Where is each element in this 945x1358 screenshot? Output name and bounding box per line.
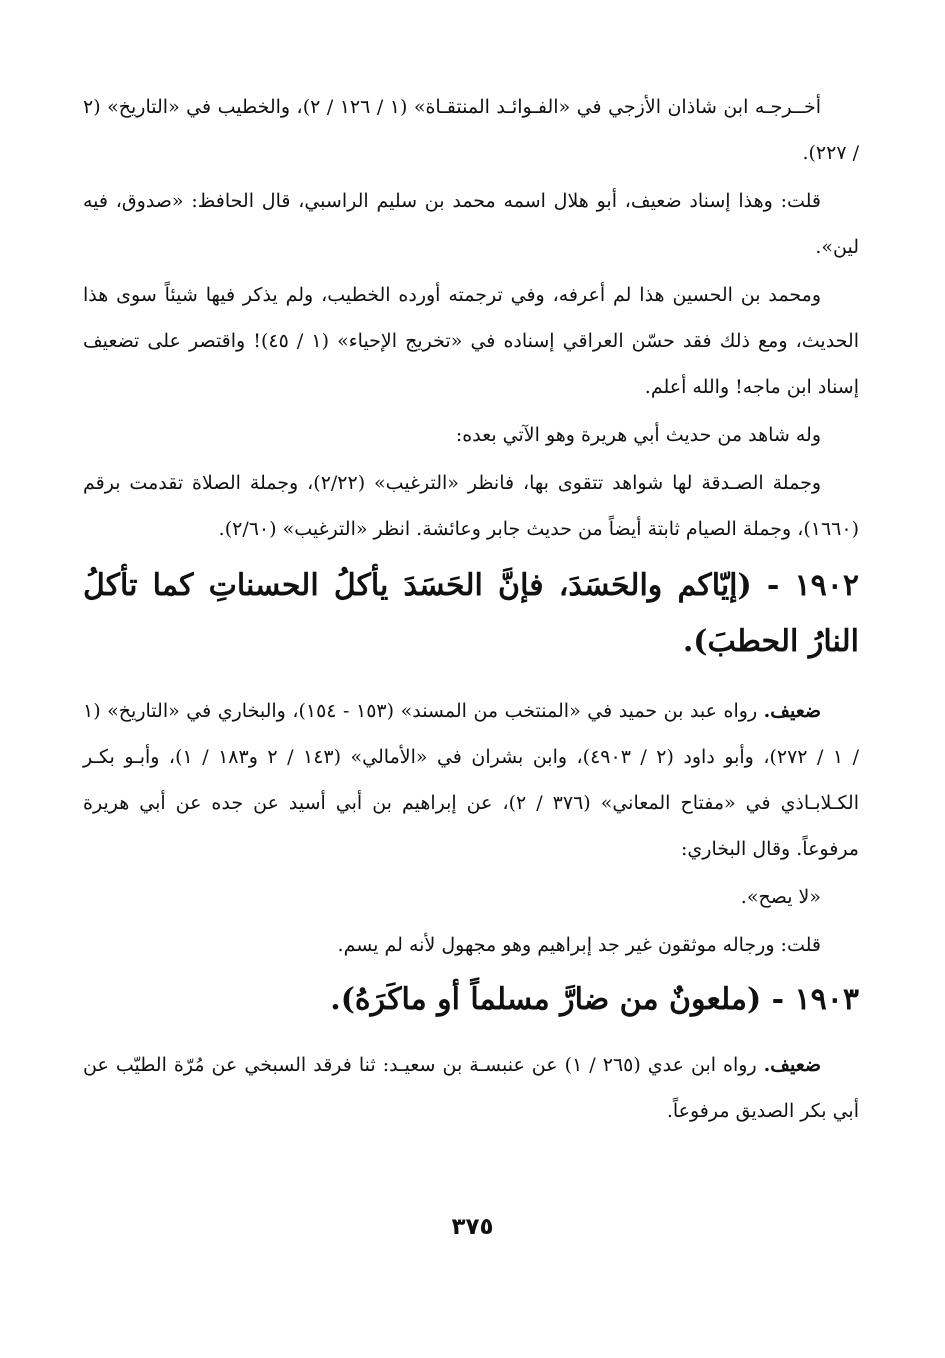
paragraph-isnad-comment: قلت: وهذا إسناد ضعيف، أبو هلال اسمه محمد بن سليم الراسبي، قال الحافظ: «صدوق، فيه لين». (83, 190, 859, 258)
takhrij-1903-paragraph (83, 1042, 859, 1134)
paragraph-takhrij-intro: أخــرجـه ابن شاذان الأزجي في «الفـوائـد المنتقـاة» (١ / ١٢٦ / ٢)، والخطيب في «التاريخ» (٢ / ٢٢٧). (83, 96, 859, 164)
page-number: ٣٧٥ (451, 1214, 494, 1240)
paragraph-supporting-evidence: وجملة الصـدقة لها شواهد تتقوى بها، فانظر «الترغيب» (٢/٢٢)، وجملة الصلاة تقدمت برقم (١٦٦٠)، وجملة الصيام ثابتة أيضاً من حديث جابر وعائشة. انظر «الترغيب» (٢/٦٠). (83, 472, 859, 540)
page-body (83, 84, 859, 1136)
paragraph-witness-note: وله شاهد من حديث أبي هريرة وهو الآتي بعده: (455, 424, 821, 446)
paragraph-narrator-comment: ومحمد بن الحسين هذا لم أعرفه، وفي ترجمته أورده الخطيب، ولم يذكر فيها شيئاً سوى هذا الحديث، ومع ذلك فقد حسّن العراقي إسناده في «تخريج الإحياء» (١ / ٤٥)! واقتصر على تضعيف إسناد ابن ماجه! والله أعلم. (83, 284, 859, 398)
verdict-label: ضعيف. (763, 1054, 821, 1076)
verdict-label: ضعيف. (763, 700, 821, 722)
takhrij-1902-paragraph (83, 688, 859, 872)
hadith-1903-text: ١٩٠٣ - (ملعونٌ من ضارَّ مسلماً أو ماكَرَهُ). (330, 982, 859, 1017)
takhrij-1903-body: رواه ابن عدي (٢٦٥ / ١) عن عنبسـة بن سعيـد: ثنا فرقد السبخي عن مُرّة الطيّب عن أبي بكر الصديق مرفوعاً. (83, 1054, 859, 1122)
takhrij-1902-comment: قلت: ورجاله موثقون غير جد إبراهيم وهو مجهول لأنه لم يسم. (337, 934, 821, 956)
takhrij-1902-body: رواه عبد بن حميد في «المنتخب من المسند» (١٥٣ - ١٥٤)، والبخاري في «التاريخ» (١ / ١ / ٢٧٢)، وأبو داود (٢ / ٤٩٠٣)، وابن بشران في «الأمالي» (١٤٣ / ٢ و١٨٣ / ١)، وأبـو بكـر الكـلابـاذي في «مفتاح المعاني» (٣٧٦ / ٢)، عن إبراهيم بن أبي أسيد عن جده عن أبي هريرة مرفوعاً. وقال البخاري: (83, 700, 860, 860)
bukhari-quote: «لا يصح». (740, 886, 821, 908)
hadith-1902-text: ١٩٠٢ - (إيّاكم والحَسَدَ، فإنَّ الحَسَدَ يأكلُ الحسناتِ كما تأكلُ النارُ الحطبَ). (83, 568, 859, 659)
